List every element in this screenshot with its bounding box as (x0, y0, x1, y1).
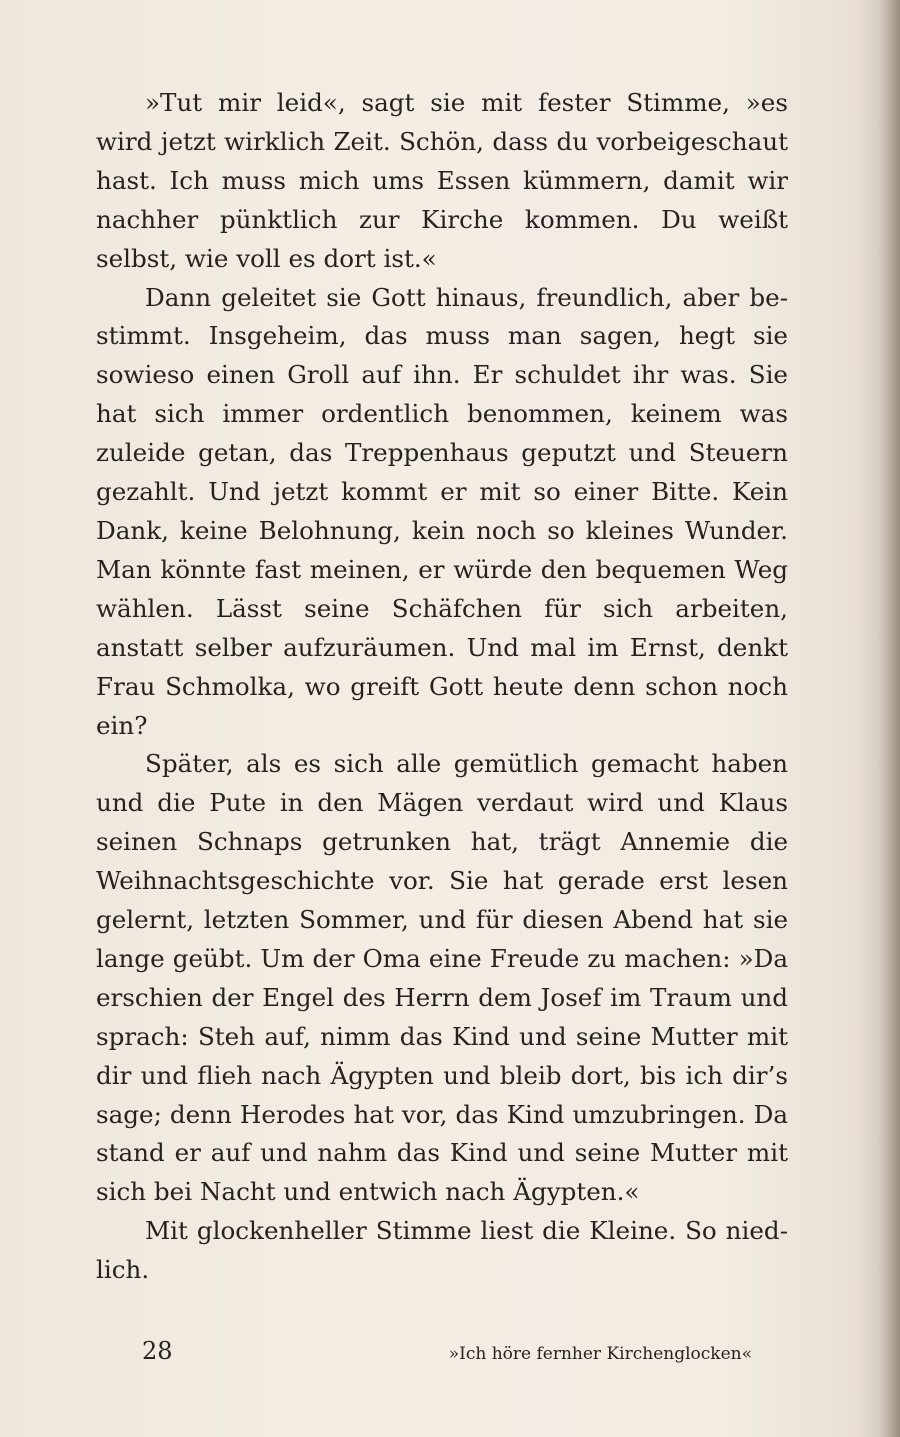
body-text (96, 84, 788, 1290)
paragraph-3: Später, als es sich alle gemütlich gemacht haben und die Pute in den Mägen verdaut wird und Klaus seinen Schnaps getrunken hat, trägt Annemie die Weihnachtsgeschichte vor. Sie hat gerade erst lesen gelernt, letzten Sommer, und für diesen Abend hat sie lange geübt. Um der Oma eine Freude zu machen: »Da erschien der Engel des Herrn dem Josef im Traum und sprach: Steh auf, nimm das Kind und seine Mutter mit dir und flieh nach Ägypten und bleib dort, bis ich dir’s sage; denn Herodes hat vor, das Kind umzubringen. Da stand er auf und nahm das Kind und seine Mutter mit sich bei Nacht und entwich nach Ägypten.« (96, 749, 788, 1207)
running-title: »Ich höre fernher Kirchenglocken« (448, 1344, 752, 1364)
page-number: 28 (142, 1337, 173, 1365)
page-edge-shadow (878, 0, 900, 1437)
paragraph-4: Mit glockenheller Stimme liest die Kleine. So niedlich. (96, 1216, 788, 1285)
page-footer (96, 1336, 788, 1376)
paragraph-1: »Tut mir leid«, sagt sie mit fester Stimme, »es wird jetzt wirklich Zeit. Schön, dass du vorbeigeschaut hast. Ich muss mich ums Essen kümmern, damit wir nachher pünktlich zur Kirche kommen. Du weißt selbst, wie voll es dort ist.« (96, 88, 788, 273)
paragraph-2: Dann geleitet sie Gott hinaus, freundlich, aber bestimmt. Insgeheim, das muss man sagen, hegt sie sowieso einen Groll auf ihn. Er schuldet ihr was. Sie hat sich immer ordentlich benommen, keinem was zuleide getan, das Treppenhaus geputzt und Steuern gezahlt. Und jetzt kommt er mit so einer Bitte. Kein Dank, keine Belohnung, kein noch so kleines Wunder. Man könnte fast meinen, er würde den bequemen Weg wählen. Lässt seine Schäfchen für sich arbeiten, anstatt selber aufzuräumen. Und mal im Ernst, denkt Frau Schmolka, wo greift Gott heute denn schon noch ein? (96, 282, 788, 740)
